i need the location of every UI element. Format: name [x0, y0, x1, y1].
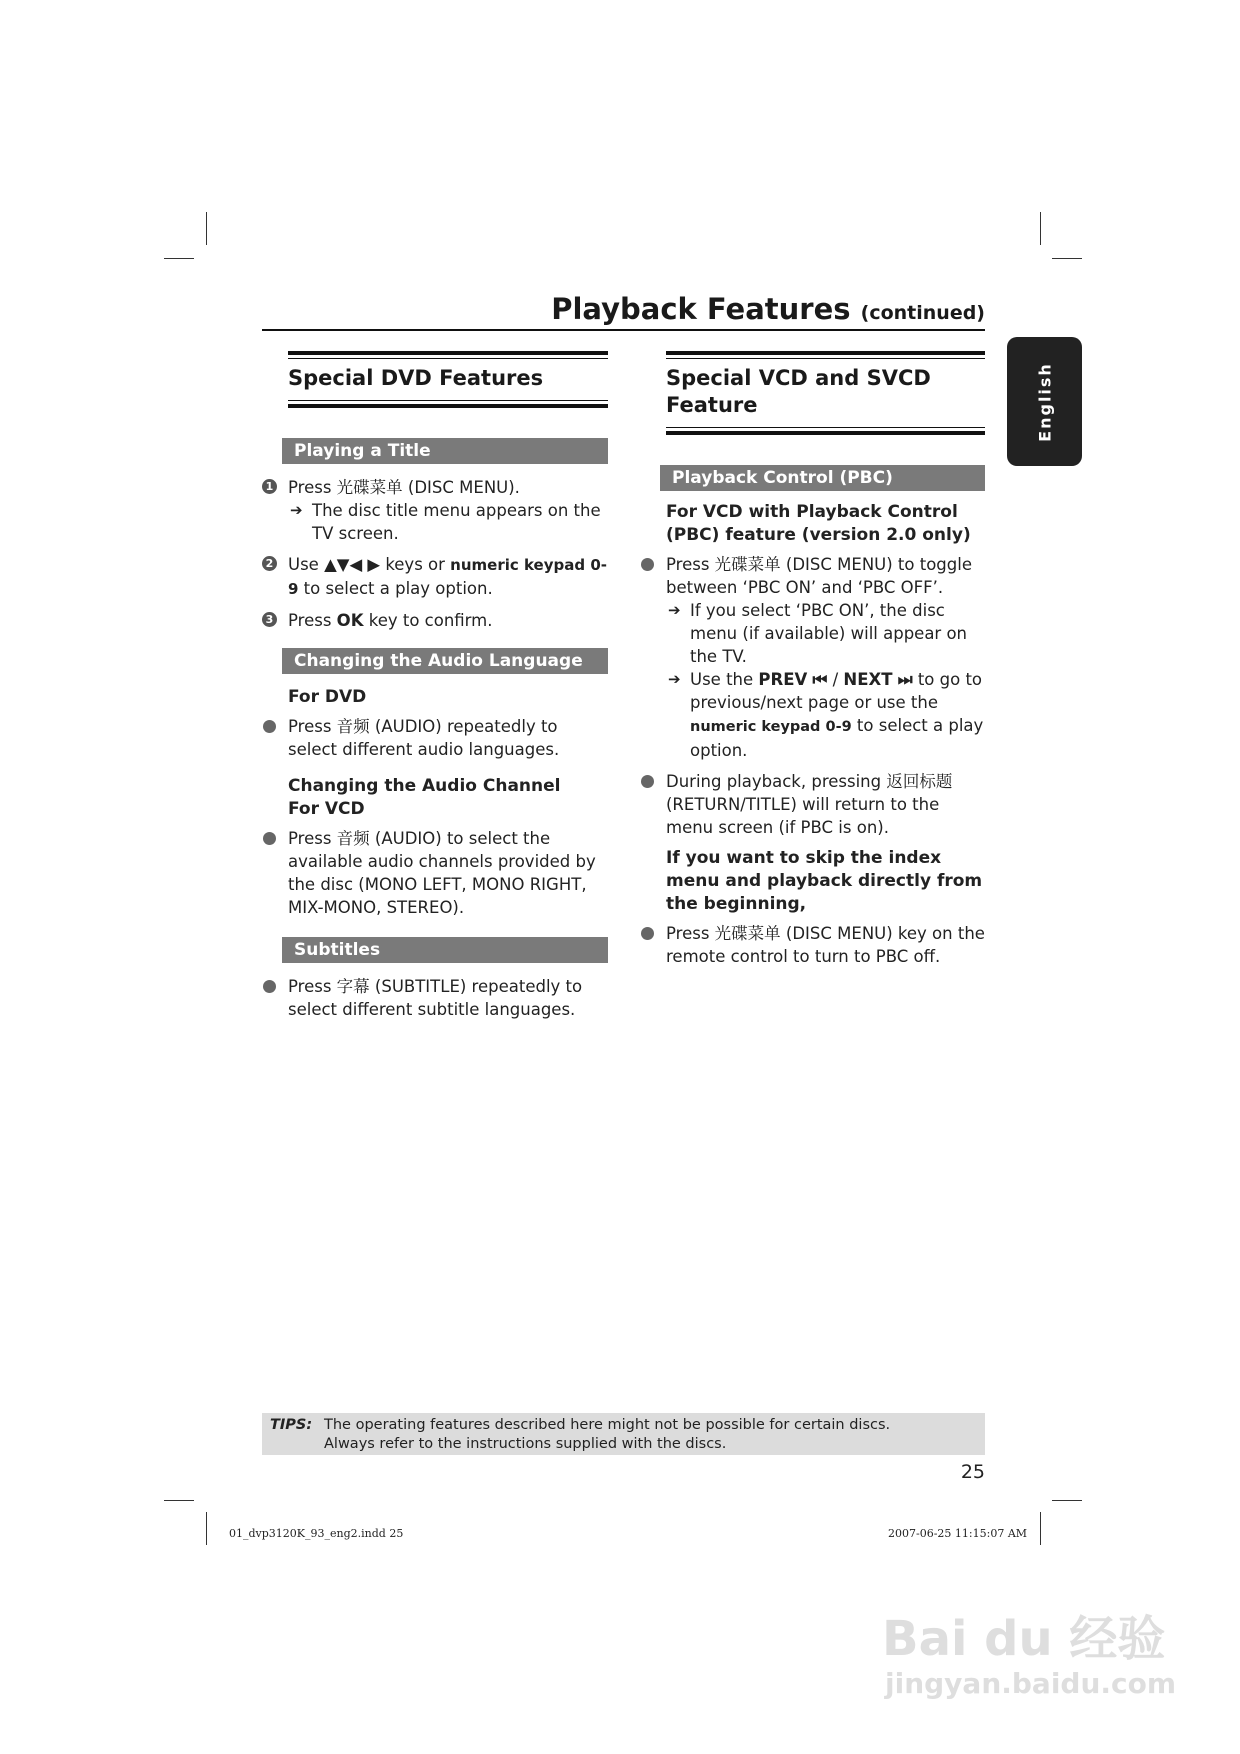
crop-mark — [1040, 1512, 1041, 1545]
watermark-logo: Bai du 经验 — [882, 1611, 1166, 1667]
slug-right: 2007-06-25 11:15:07 AM — [888, 1527, 1028, 1540]
right-column — [640, 351, 985, 968]
left-column — [262, 351, 608, 1021]
bullet-icon — [263, 832, 276, 845]
bar-pbc: Playback Control (PBC) — [660, 465, 985, 491]
bar-subtitles: Subtitles — [282, 937, 608, 963]
bullet-icon — [263, 720, 276, 733]
page-title: Playback Features (continued) — [551, 292, 985, 326]
language-tab: English — [1007, 337, 1082, 466]
tips-text: The operating features described here might not be possible for certain discs. Always refer to the instructions supplied with the discs. — [324, 1417, 891, 1452]
title-rule — [262, 329, 985, 331]
tips-label: TIPS: — [270, 1417, 313, 1433]
step-number: 3 — [262, 612, 277, 627]
watermark-url: jingyan.baidu.com — [885, 1667, 1177, 1700]
audio-channel-heading: Changing the Audio Channel — [288, 776, 561, 796]
section-title-dvd: Special DVD Features — [288, 351, 608, 408]
bullet-icon — [641, 775, 654, 788]
result-line: ➔ If you select ‘PBC ON’, the disc menu (if available) will appear on the TV. — [668, 601, 968, 666]
return-item: During playback, pressing 返回标题 (RETURN/TITLE) will return to the menu screen (if PBC is on). — [640, 770, 985, 839]
tips-box — [262, 1413, 985, 1455]
audio-dvd-item: Press 音频 (AUDIO) repeatedly to select different audio languages. — [262, 715, 608, 761]
step-2: 2 Use ▲▼◀ ▶ keys or numeric keypad 0-9 to select a play option. — [262, 553, 608, 601]
next-icon: ⏭ — [897, 670, 913, 689]
prev-icon: ⏮ — [812, 670, 828, 689]
arrow-icon: ➔ — [668, 670, 681, 688]
result-line: ➔ Use the PREV ⏮ / NEXT ⏭ to go to previous/next page or use the numeric keypad 0-9 to select a play option. — [668, 670, 984, 760]
skip-item: Press 光碟菜单 (DISC MENU) key on the remote control to turn to PBC off. — [640, 922, 985, 968]
crop-mark — [164, 258, 194, 259]
crop-mark — [1040, 212, 1041, 245]
crop-mark — [164, 1500, 194, 1501]
arrow-icon: ➔ — [290, 501, 303, 519]
subtitle-item: Press 字幕 (SUBTITLE) repeatedly to select different subtitle languages. — [262, 975, 608, 1021]
pbc-toggle-item: Press 光碟菜单 (DISC MENU) to toggle between ‘PBC ON’ and ‘PBC OFF’. ➔ If you select ‘PBC ON’, the disc menu (if available) will appear on the TV. ➔ Use the PREV ⏮ / NEXT ⏭ to go to previous/next page or use the numeric keypad 0-9 to select a play option. — [640, 553, 985, 762]
step-1: 1 Press 光碟菜单 (DISC MENU). ➔ The disc title menu appears on the TV screen. — [262, 476, 608, 545]
crop-mark — [1052, 1500, 1082, 1501]
crop-mark — [206, 212, 207, 245]
crop-mark — [1052, 258, 1082, 259]
skip-heading: If you want to skip the index menu and playback directly from the beginning, — [666, 848, 983, 914]
page-number: 25 — [960, 1461, 985, 1483]
result-line: ➔ The disc title menu appears on the TV screen. — [290, 501, 601, 543]
bar-playing-title: Playing a Title — [282, 438, 608, 464]
bar-audio-language: Changing the Audio Language — [282, 648, 608, 674]
for-dvd-heading: For DVD — [288, 687, 367, 707]
section-title-vcd: Special VCD and SVCD Feature — [666, 351, 985, 435]
step-number: 1 — [262, 479, 277, 494]
crop-mark — [206, 1512, 207, 1545]
slug-left: 01_dvp3120K_93_eng2.indd 25 — [229, 1527, 404, 1540]
step-3: 3 Press OK key to confirm. — [262, 609, 608, 632]
bullet-icon — [641, 927, 654, 940]
continued-label: (continued) — [860, 302, 985, 324]
step-number: 2 — [262, 556, 277, 571]
for-vcd-heading: For VCD — [288, 799, 365, 819]
audio-vcd-item: Press 音频 (AUDIO) to select the available audio channels provided by the disc (MONO LEFT, MONO RIGHT, MIX-MONO, STEREO). — [262, 827, 608, 919]
pbc-heading: For VCD with Playback Control (PBC) feature (version 2.0 only) — [666, 502, 971, 545]
bullet-icon — [641, 558, 654, 571]
bullet-icon — [263, 980, 276, 993]
arrow-icon: ➔ — [668, 601, 681, 619]
